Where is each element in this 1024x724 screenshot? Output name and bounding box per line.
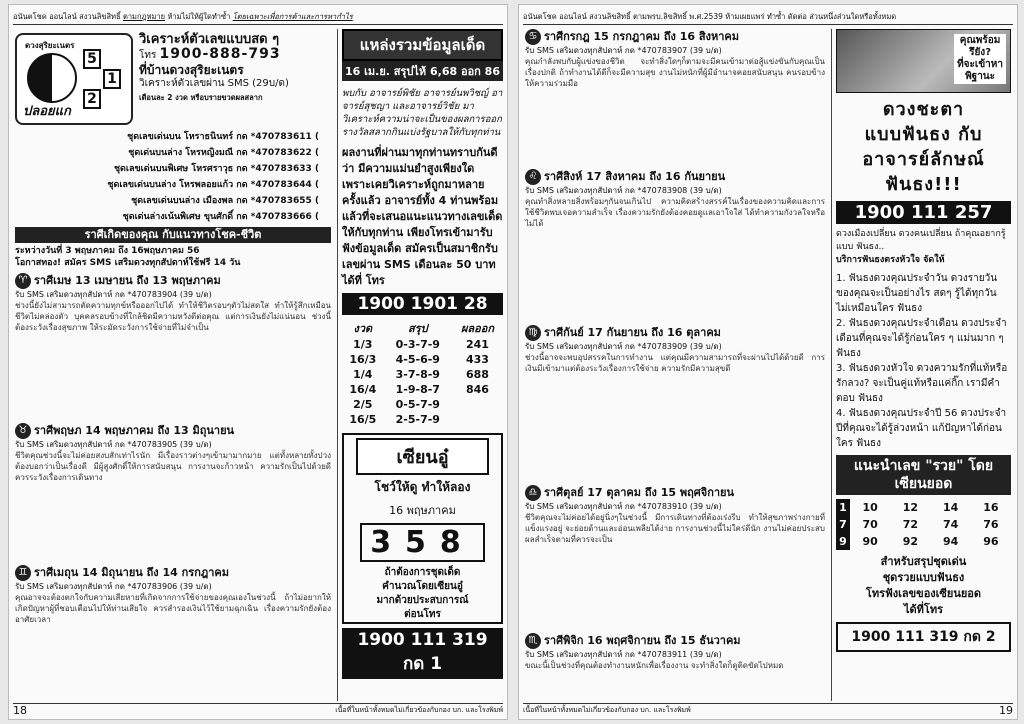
- cell: 688: [466, 368, 489, 381]
- cell: 9: [836, 533, 850, 550]
- headline-line: อาจารย์ลักษณ์: [862, 149, 985, 170]
- sian-u-line: โชว์ให้ดู ทำให้ลอง: [374, 480, 471, 494]
- entry-sms: รับ SMS เสริมดวงทุกสัปดาห์ กด *470783910 (39 บ/ด): [525, 502, 722, 511]
- entry-sms: รับ SMS เสริมดวงทุกสัปดาห์ กด *470783909 (39 บ/ด): [525, 342, 722, 351]
- phone-label: โทร: [139, 50, 157, 61]
- code-line: ชุดเลขเด่นบนพิเศษ โหรศราวุธ กด *470783633 (: [113, 164, 319, 174]
- cell: 846: [466, 383, 489, 396]
- table-row: [342, 337, 503, 352]
- entry-title: ราศีเมถุน 14 มิถุนายน ถึง 14 กรกฎาคม: [34, 566, 230, 579]
- zodiac-entry-aries: [15, 273, 331, 333]
- cell: 16/3: [349, 353, 377, 366]
- service-phone: 1900-888-793: [159, 46, 281, 62]
- virgo-icon: ♍: [525, 325, 541, 341]
- cell: 16: [983, 501, 999, 514]
- table-row: [342, 352, 503, 367]
- magazine-spread: [8, 4, 1018, 720]
- cell: 1/3: [353, 338, 373, 351]
- taurus-icon: ♉: [15, 423, 31, 439]
- entry-sms: รับ SMS เสริมดวงทุกสัปดาห์ กด *470783907 (39 บ/ด): [525, 46, 722, 55]
- cell: 0-3-7-9: [395, 338, 440, 351]
- zodiac-entry-libra: [525, 485, 825, 545]
- service-line4: เดือนละ 2 งวด หรือบรายขวดผลสลาก: [139, 93, 263, 102]
- sian-u-date: 16 พฤษภาคม: [389, 504, 456, 517]
- leo-icon: ♌: [525, 169, 541, 185]
- cell: 2-5-7-9: [395, 413, 440, 426]
- info-source-intro: พบกับ อาจารย์พิชัย อาจารย์นพวิชญ์ อาจารย์สุชญา และอาจารย์วิชัย มาวิเคราะห์ความน่าจะเป็นของผลการออกรางวัลสลากกินแบ่งรัฐบาลให้กับทุกท่าน: [342, 88, 503, 138]
- entry-sms: รับ SMS เสริมดวงทุกสัปดาห์ กด *470783905 (39 บ/ด): [15, 440, 212, 449]
- col-summary: สรุป: [408, 322, 428, 335]
- code-line: ชุดเลขเด่นบน โหราธนินทร์ กด *470783611 (: [127, 132, 319, 142]
- left-header: [13, 11, 503, 25]
- cell: [452, 397, 503, 412]
- sian-u-t2: คำนวณโดยเซียนอู๋: [382, 581, 463, 592]
- entry-sms: รับ SMS เสริมดวงทุกสัปดาห์ กด *470783911 (39 บ/ด): [525, 650, 722, 659]
- header-underlined: ตามกฎหมาย: [122, 12, 166, 21]
- logo-number-3: 2: [83, 89, 101, 109]
- headline-line: ดวงชะตา: [882, 99, 965, 120]
- info-source-date: 16 เม.ย. สรุปไห้ 6,68 ออก 86: [342, 61, 503, 81]
- cell: 72: [902, 518, 919, 531]
- rich-number-heading: แนะนำเลข "รวย" โดยเซียนยอด: [836, 455, 1011, 495]
- list-item: 2. ฟันธงดวงคุณประจำเดือน ดวงประจำเดือนที่คุณจะได้รู้ก่อนใคร ๆ แม่นมาก ๆ ฟันธง: [836, 318, 1007, 359]
- footer-line: โทรฟังเลขของเซียนยอด: [865, 587, 982, 600]
- page-number: 19: [999, 704, 1013, 717]
- cell: 76: [983, 518, 999, 531]
- cell: 12: [902, 501, 919, 514]
- entry-sms: รับ SMS เสริมดวงทุกสัปดาห์ กด *470783906 (39 บ/ด): [15, 582, 212, 591]
- cell: 433: [466, 353, 489, 366]
- left-page: [8, 4, 508, 720]
- cell: 1/4: [353, 368, 373, 381]
- code-line: ชุดเลขเด่นบนล่าง โหรพลอยแก้ว กด *470783644 (: [107, 180, 319, 190]
- service-line2: ที่บ้านดวงสุริยะเนตร: [139, 63, 244, 77]
- intro-line: ดวงเมืองเปลี่ยน ดวงคนเปลี่ยน ถ้าคุณอยากรู้แบบ ฟันธง..: [836, 229, 1006, 252]
- table-header: [342, 319, 503, 337]
- call-option: กด 1: [402, 654, 443, 674]
- entry-body: คุณทำสิ่งหลายสิ่งพร้อมๆกันจนเกินไป ความคิดสร้างสรรค์ในเรื่องของความคิดและการใช้ชีวิตพบเจอความสำเร็จ เรื่องความรักยังต้องคอยดูแลเอาใจใส่ ได้ทำความกังวลใจหรือไม่ได้: [525, 197, 825, 228]
- logo-brand: ปลอยแก: [23, 104, 71, 119]
- header-post: ห้ามไม่ให้ผู้ใดทำซ้ำ: [167, 12, 231, 21]
- entry-title: ราศีพิจิก 16 พฤศจิกายน ถึง 15 ธันวาคม: [544, 634, 741, 647]
- logo-number-1: 5: [83, 49, 101, 69]
- entry-body: คุณกำลังพบกับผู้แข่งของชีวิต จะทำสิ่งใดๆก็ตามจะมีคนเข้ามาต่อสู้แข่งขันกับคุณเป็นเรื่องปกติ ถ้าทำงานได้ดีก็จะมีความสุข งานไม่หนักที่ผู้มีอำนาจคอยสนับสนุน คนรอบข้างให้ความร่วมมือ: [525, 57, 825, 88]
- entry-title: ราศีกันย์ 17 กันยายน ถึง 16 ตุลาคม: [544, 326, 721, 339]
- horoscope-banner: ราศีเกิดของคุณ กับแนวทางโชค-ชีวิต: [15, 227, 331, 243]
- info-source-phone: 1900 1901 28: [342, 293, 503, 315]
- entry-body: ชีวิตคุณจะไม่ค่อยได้อยู่นิ่งๆในช่วงนี้ มีการเดินทางที่ต้องเร่งรีบ ทำให้สุขภาพร่างกายที่แข็งแรงอยู่ จะย่อยด้านและอ่อนเพลียได้ง่าย การงานช่วงนี้ไม่ใคร่ดีนัก งานไม่ค่อยประสบผลสำเร็จตามที่ควรจะเป็น: [525, 513, 825, 544]
- entry-sms: รับ SMS เสริมดวงทุกสัปดาห์ กด *470783908 (39 บ/ด): [525, 186, 722, 195]
- fortune-phone: 1900 111 257: [836, 201, 1011, 224]
- sian-u-digits: 358: [360, 523, 485, 562]
- analysis-service: [139, 33, 329, 105]
- cell: 16/5: [349, 413, 377, 426]
- cell: 10: [862, 501, 878, 514]
- cell: 2/5: [353, 398, 373, 411]
- entry-title: ราศีพฤษภ 14 พฤษภาคม ถึง 13 มิถุนายน: [34, 424, 235, 437]
- gemini-icon: ♊: [15, 565, 31, 581]
- entry-title: ราศีเมษ 13 เมษายน ถึง 13 พฤษภาคม: [34, 274, 221, 287]
- right-footer: [523, 703, 1013, 717]
- footer-note: เนื้อที่ในหน้าทั้งหมดไม่เกี่ยวข้องกับกอง บก. และโรงพิมพ์: [523, 706, 691, 714]
- cell: 74: [942, 518, 959, 531]
- headline-line: แบบฟันธง กับ: [864, 124, 983, 145]
- suriya-logo: [15, 33, 133, 125]
- logo-ring-text: ดวงสุริยะเนตร: [25, 41, 75, 50]
- entry-sms: รับ SMS เสริมดวงทุกสัปดาห์ กด *470783904 (39 บ/ด): [15, 290, 212, 299]
- scorpio-icon: ♏: [525, 633, 541, 649]
- promo-line: โอกาสทอง! สมัคร SMS เสริมดวงทุกสัปดาห์ใช้ฟรี 14 วัน: [15, 258, 241, 268]
- left-column-2: [337, 29, 503, 701]
- grid-row: [836, 533, 1011, 550]
- cell: [452, 412, 503, 427]
- footer-line: ได้ที่โทร: [904, 603, 943, 616]
- header-pre: อนันตโชค ออนไลน์ สงวนลิขสิทธิ์: [13, 12, 121, 21]
- cell: 1: [836, 499, 850, 516]
- rich-number-footer: [836, 554, 1011, 618]
- code-line: ชุดเด่นล่างเน้นพิเศษ ขุนศักดิ์ กด *470783666 (: [122, 212, 319, 222]
- cell: 3-7-8-9: [395, 368, 440, 381]
- cancer-icon: ♋: [525, 29, 541, 45]
- logo-number-2: 1: [103, 69, 121, 89]
- info-source-pitch: ผลงานที่ผ่านมาทุกท่านทราบกันดีว่า มีความแม่นยำสูงเพียงใด เพราะเคยวิเคราะห์ถูกมาหลายครั้งแล้ว อาจารย์ทั้ง 4 ท่านพร้อมแล้วที่จะเสนอแนะแนวทางเลขเด็ดให้กับทุกท่าน เพียงโทรเข้ามารับฟังข้อมูลเด็ด สมัครเป็นสมาชิกรับเลขผ่าน SMS เดือนละ 50 บาทได้ที่ โทร: [342, 146, 503, 287]
- entry-body: ช่วงนี้อาจจะพบอุปสรรคในการทำงาน แต่คุณมีความสามารถที่จะผ่านไปได้ด้วยดี การเงินมีเข้ามาแต่ต้องระวังเรื่องการใช้จ่าย ความรักมีความสุขดี: [525, 353, 825, 373]
- entry-title: ราศีสิงห์ 17 สิงหาคม ถึง 16 กันยายน: [544, 170, 726, 183]
- list-item: 3. ฟันธงดวงหัวใจ ดวงความรักที่แท้หรือรักลวง? จะเป็นคู่แท้หรือแค่กิ๊ก เรามีคำตอบ ฟันธง: [836, 363, 1008, 404]
- q-line: คุณพร้อม: [959, 35, 1001, 46]
- zodiac-entry-taurus: [15, 423, 331, 483]
- service-title: วิเคราะห์ตัวเลขแบบสด ๆ: [139, 32, 280, 47]
- number-grid: [836, 499, 1011, 550]
- sian-u-t3: มากด้วยประสบการณ์: [376, 595, 469, 606]
- cell: 7: [836, 516, 850, 533]
- cell: 70: [862, 518, 878, 531]
- cell: 14: [942, 501, 959, 514]
- q-line: พิฐานะ: [965, 71, 996, 82]
- right-header: อนันตโชค ออนไลน์ สงวนลิขสิทธิ์ ตามพรบ.ลิขสิทธิ์ พ.ศ.2539 ห้ามเผยแพร่ ทำซ้ำ ดัดต่อ ส่วนหนึ่งส่วนใดหรือทั้งหมด: [523, 11, 1013, 25]
- list-item: 4. ฟันธงดวงคุณประจำปี 56 ดวงประจำปีที่คุณจะได้รู้ล่วงหน้า แก้ปัญหาได้ก่อนใคร ฟันธง: [836, 408, 1007, 449]
- sian-u-box: [342, 433, 503, 624]
- table-row: [342, 397, 503, 412]
- list-item: 1. ฟันธงดวงคุณประจำวัน ดวงรายวันของคุณจะเป็นอย่างไร สดๆ รู้ได้ทุกวัน ไม่เหมือนใคร ฟันธง: [836, 273, 998, 314]
- q-line: รึยัง?: [969, 47, 991, 58]
- entry-title: ราศีตุลย์ 17 ตุลาคม ถึง 15 พฤศจิกายน: [544, 486, 735, 499]
- cell: 4-5-6-9: [395, 353, 440, 366]
- code-line: ชุดเด่นบนล่าง โหรหญิงมณี กด *470783622 (: [128, 148, 319, 158]
- photo-question: [954, 34, 1006, 84]
- left-footer: [13, 703, 503, 717]
- grid-row: [836, 516, 1011, 533]
- left-column-1: [15, 29, 331, 701]
- cell: 16/4: [349, 383, 377, 396]
- fortune-services: [836, 271, 1011, 451]
- sian-u-t4: ต่อนโทร: [404, 609, 441, 620]
- grid-row: [836, 499, 1011, 516]
- table-row: [342, 382, 503, 397]
- table-row: [342, 412, 503, 427]
- col-draw: งวด: [353, 322, 373, 335]
- right-column-1: [525, 29, 825, 701]
- cell: 1-9-8-7: [395, 383, 440, 396]
- footer-line: สำหรับสรุปชุดเด่น: [880, 555, 967, 568]
- service-line3: วิเคราะห์ตัวเลขผ่าน SMS (29บ/ด): [139, 78, 289, 89]
- footer-line: ชุดรวยแบบฟันธง: [882, 571, 965, 584]
- cell: 94: [942, 535, 959, 548]
- cell: 90: [862, 535, 878, 548]
- right-page: [518, 4, 1018, 720]
- horoscope-subheading: [15, 245, 331, 269]
- sian-u-t1: ถ้าต้องการชุดเด็ด: [384, 567, 461, 578]
- zodiac-entry-gemini: [15, 565, 331, 625]
- results-table: [342, 319, 503, 427]
- entry-body: ช่วงนี้ยังไม่สามารถตัดความทุกข์หรือออกไปได้ ทำให้ชีวิตรอบๆตัวไม่สดใส ทำให้รู้สึกเหมือนชีวิตไม่คล่องตัว บุคคลรอบข้างที่ใกล้ชิดมีความหวังดีต่อคุณ แต่การเงินยังไม่แน่นอน ช่วงนี้ต้องระวังเรื่องสุขภาพ ให้ระมัดระวังการใช้จ่ายที่ไม่จำเป็น: [15, 301, 331, 332]
- aries-icon: ♈: [15, 273, 31, 289]
- entry-body: ชีวิตคุณช่วงนี้จะไม่ค่อยสงบสักเท่าไรนัก มีเรื่องราวต่างๆเข้ามามากมาย แต่ทั้งหลายทั้งปวงต้องบอกว่าเป็นเรื่องดี มีผู้สูงศักดิ์ให้การสนับสนุน การงานจะก้าวหน้า ความรักเป็นไปด้วยดี ควรระวังเรื่องการเดินทาง: [15, 451, 331, 482]
- yin-yang-icon: [27, 53, 77, 103]
- headline-line: ฟันธง!!!: [885, 174, 962, 195]
- zodiac-entry-scorpio: [525, 633, 825, 671]
- footer-note: เนื้อที่ในหน้าทั้งหมดไม่เกี่ยวข้องกับกอง บก. และโรงพิมพ์: [335, 706, 503, 714]
- fortune-intro: [836, 228, 1011, 267]
- header-em: โดยเฉพาะเพื่อการค้าและการหากำไร: [232, 12, 353, 21]
- rich-number-phone: 1900 111 319 กด 2: [836, 622, 1011, 652]
- cell: 241: [466, 338, 489, 351]
- fortune-headline: [836, 97, 1011, 197]
- sian-u-title: เซียนอู๋: [356, 438, 489, 475]
- cell: 0-5-7-9: [395, 398, 440, 411]
- zodiac-entry-leo: [525, 169, 825, 229]
- sian-u-phone: [342, 628, 503, 679]
- astrologer-photo: [836, 29, 1011, 93]
- zodiac-entry-cancer: [525, 29, 825, 89]
- sms-code-list: [21, 129, 327, 225]
- right-column-2: [831, 29, 1011, 701]
- libra-icon: ♎: [525, 485, 541, 501]
- call-number: 1900 111 319: [357, 630, 488, 650]
- page-number: 18: [13, 704, 27, 717]
- col-result: ผลออก: [460, 322, 495, 335]
- date-range: ระหว่างวันที่ 3 พฤษภาคม ถึง 16พฤษภาคม 56: [15, 246, 200, 256]
- entry-title: ราศีกรกฎ 15 กรกฎาคม ถึง 16 สิงหาคม: [544, 30, 739, 43]
- zodiac-entry-virgo: [525, 325, 825, 374]
- table-row: [342, 367, 503, 382]
- info-source-title: แหล่งรวมข้อมูลเด็ด: [342, 29, 503, 61]
- q-line: ที่จะเข้าหา: [957, 59, 1003, 70]
- code-line: ชุดเลขเด่นบนล่าง เมืองพล กด *470783655 (: [131, 196, 319, 206]
- cell: 96: [983, 535, 999, 548]
- intro-line: บริการฟันธงตรงหัวใจ จัดให้: [836, 255, 945, 265]
- entry-body: ขณะนี้เป็นช่วงที่คุณต้องทำงานหนักเพื่อเรื่องงาน จะทำสิ่งใดก็ดูติดขัดไปหมด: [525, 661, 784, 670]
- cell: 92: [902, 535, 919, 548]
- entry-body: คุณอาจจะต้องตกใจกับความเสียหายที่เกิดจากการใช้จ่ายของคุณเองในช่วงนี้ ถ้าไม่อยากให้เกิดปัญหาผู้ที่ชอบเตือนไปให้ท่านเสียใจ ควรสำรองเงินไว้ใช้ยามฉุกเฉิน เรื่องความรักยังต้องอาศัยเวลา: [15, 593, 331, 624]
